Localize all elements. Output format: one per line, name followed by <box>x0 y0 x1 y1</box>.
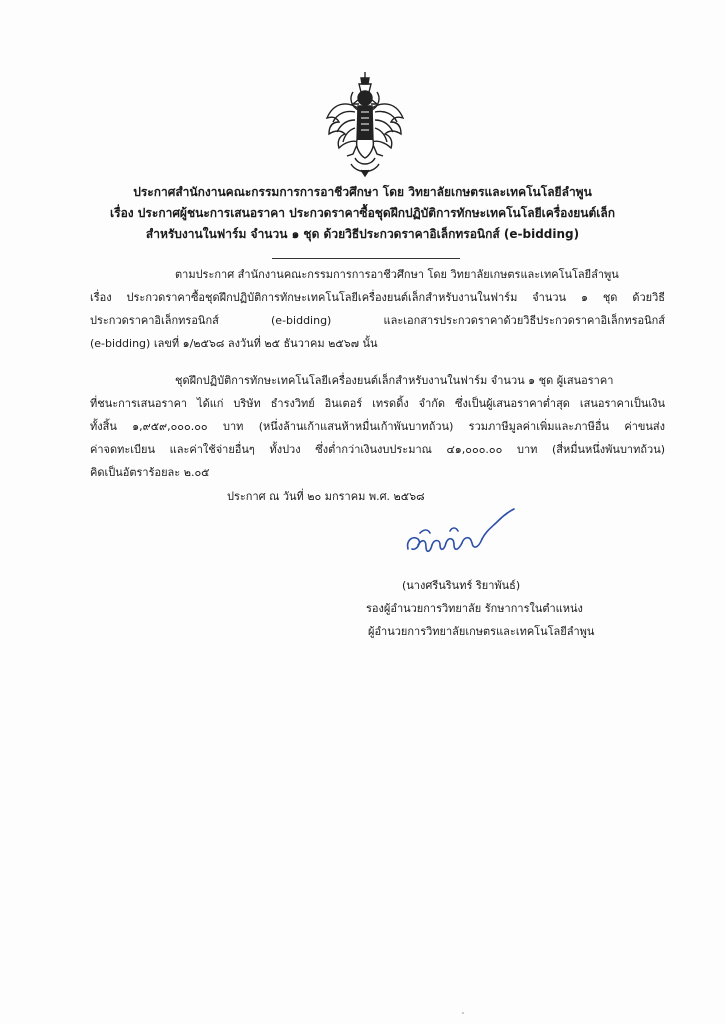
paragraph-2-line-4: ค่าจดทะเบียน และค่าใช้จ่ายอื่นๆ ทั้งปวง ซึ่งต่ำกว่าเงินงบประมาณ ๔๑,๐๐๐.๐๐ บาท (สี่หมื่นหนึ่งพันบาทถ้วน) <box>90 443 665 456</box>
announcement-date: ประกาศ ณ วันที่ ๒๐ มกราคม พ.ศ. ๒๕๖๘ <box>227 490 425 503</box>
header-line-1: ประกาศสำนักงานคณะกรรมการการอาชีวศึกษา โดย วิทยาลัยเกษตรและเทคโนโลยีลำพูน <box>133 185 592 199</box>
paragraph-2-line-5: คิดเป็นอัตราร้อยละ ๒.๐๕ <box>90 466 210 479</box>
scan-artifact <box>462 1012 464 1014</box>
signatory-name: (นางศรีนรินทร์ ริยาพันธ์) <box>402 579 521 592</box>
paragraph-1-line-2: เรื่อง ประกวดราคาซื้อชุดฝึกปฏิบัติการทักษะเทคโนโลยีเครื่องยนต์เล็กสำหรับงานในฟาร์ม จำนวน ๑ ชุด ด้วยวิธี <box>90 291 665 304</box>
signatory-position-acting: รองผู้อำนวยการวิทยาลัย รักษาการในตำแหน่ง <box>366 602 583 615</box>
garuda-emblem-icon <box>325 70 405 178</box>
header-subject: เรื่อง ประกาศผู้ชนะการเสนอราคา ประกวดราคาซื้อชุดฝึกปฏิบัติการทักษะเทคโนโลยีเครื่องยนต์เล็ก <box>110 206 615 220</box>
paragraph-2-line-3: ทั้งสิ้น ๑,๙๕๙,๐๐๐.๐๐ บาท (หนึ่งล้านเก้าแสนห้าหมื่นเก้าพันบาทถ้วน) รวมภาษีมูลค่าเพิ่มและภาษีอื่น ค่าขนส่ง <box>90 420 665 433</box>
paragraph-2-line-1: ชุดฝึกปฏิบัติการทักษะเทคโนโลยีเครื่องยนต์เล็กสำหรับงานในฟาร์ม จำนวน ๑ ชุด ผู้เสนอราคา <box>175 374 614 387</box>
header-divider <box>272 258 460 259</box>
handwritten-signature <box>400 505 520 565</box>
paragraph-2-line-2: ที่ชนะการเสนอราคา ได้แก่ บริษัท ธำรงวิทย์ อินเตอร์ เทรดดิ้ง จำกัด ซึ่งเป็นผู้เสนอราคาต่ำสุด เสนอราคาเป็นเงิน <box>90 397 665 410</box>
paragraph-1-line-4: (e-bidding) เลขที่ ๑/๒๕๖๘ ลงวันที่ ๒๕ ธันวาคม ๒๕๖๗ นั้น <box>90 337 378 350</box>
signatory-position-director: ผู้อำนวยการวิทยาลัยเกษตรและเทคโนโลยีลำพูน <box>368 625 595 638</box>
paragraph-1-line-3: ประกวดราคาอิเล็กทรอนิกส์ (e-bidding) และเอกสารประกวดราคาด้วยวิธีประกวดราคาอิเล็กทรอนิกส์ <box>90 314 665 327</box>
header-line-3: สำหรับงานในฟาร์ม จำนวน ๑ ชุด ด้วยวิธีประกวดราคาอิเล็กทรอนิกส์ (e-bidding) <box>145 227 580 241</box>
paragraph-1-line-1: ตามประกาศ สำนักงานคณะกรรมการการอาชีวศึกษา โดย วิทยาลัยเกษตรและเทคโนโลยีลำพูน <box>175 268 619 281</box>
